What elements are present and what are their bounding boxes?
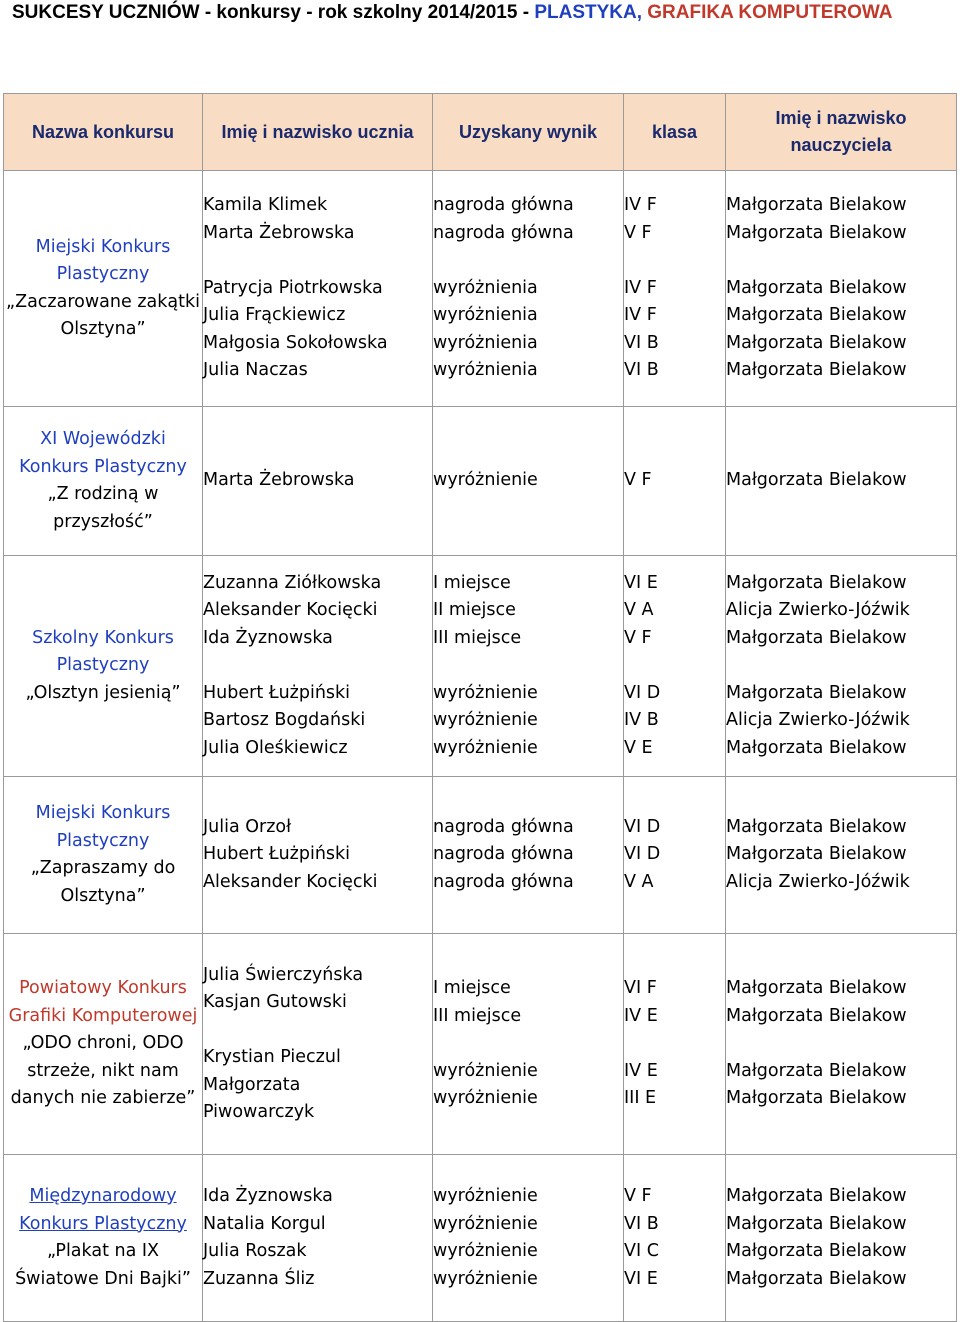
class-cell: IV F V F IV F IV F VI B VI B — [624, 171, 726, 407]
contest-cell — [4, 407, 203, 556]
contest-title: „Zaczarowane zakątki Olsztyna” — [6, 291, 200, 339]
class-cell: V F — [624, 407, 726, 556]
table-row — [4, 171, 957, 407]
teacher-cell: Małgorzata Bielakow Alicja Zwierko-Jóźwik Małgorzata Bielakow Małgorzata Bielakow Alicja Zwierko-Jóźwik Małgorzata Bielakow — [726, 556, 957, 777]
class-cell: V F VI B VI C VI E — [624, 1155, 726, 1322]
header-student: Imię i nazwisko ucznia — [203, 94, 433, 171]
page-title-plastyka: PLASTYKA, — [534, 2, 648, 23]
contest-cell — [4, 777, 203, 934]
contest-name: XI Wojewódzki Konkurs Plastyczny — [19, 429, 187, 477]
header-result: Uzyskany wynik — [433, 94, 624, 171]
teacher-cell: Małgorzata Bielakow Małgorzata Bielakow Alicja Zwierko-Jóźwik — [726, 777, 957, 934]
class-cell: VI E V A V F VI D IV B V E — [624, 556, 726, 777]
contest-title: „Z rodziną w przyszłość” — [47, 484, 159, 532]
header-contest: Nazwa konkursu — [4, 94, 203, 171]
results-table — [3, 93, 957, 1322]
teacher-cell: Małgorzata Bielakow Małgorzata Bielakow Małgorzata Bielakow Małgorzata Bielakow — [726, 934, 957, 1155]
header-teacher: Imię i nazwisko nauczyciela — [726, 94, 957, 171]
table-row — [4, 934, 957, 1155]
students-cell: Kamila Klimek Marta Żebrowska Patrycja Piotrkowska Julia Frąckiewicz Małgosia Sokołowska Julia Naczas — [203, 171, 433, 407]
page-title-main: SUKCESY UCZNIÓW - konkursy - rok szkolny 2014/2015 - — [12, 2, 535, 23]
contest-cell — [4, 934, 203, 1155]
contest-title: „Plakat na IX Światowe Dni Bajki” — [15, 1241, 191, 1289]
page-title — [12, 0, 893, 28]
table-row — [4, 407, 957, 556]
results-cell: I miejsce II miejsce III miejsce wyróżnienie wyróżnienie wyróżnienie — [433, 556, 624, 777]
table-row — [4, 777, 957, 934]
students-cell: Ida Żyznowska Natalia Korgul Julia Roszak Zuzanna Śliz — [203, 1155, 433, 1322]
results-cell: nagroda główna nagroda główna wyróżnienia wyróżnienia wyróżnienia wyróżnienia — [433, 171, 624, 407]
contest-name: Miejski Konkurs Plastyczny — [35, 803, 171, 851]
results-cell: I miejsce III miejsce wyróżnienie wyróżnienie — [433, 934, 624, 1155]
class-cell: VI F IV E IV E III E — [624, 934, 726, 1155]
page-title-grafika: GRAFIKA KOMPUTEROWA — [647, 2, 893, 23]
header-class: klasa — [624, 94, 726, 171]
students-cell: Zuzanna Ziółkowska Aleksander Kocięcki Ida Żyznowska Hubert Łużpiński Bartosz Bogdański Julia Oleśkiewicz — [203, 556, 433, 777]
table-row — [4, 556, 957, 777]
contest-name: Międzynarodowy Konkurs Plastyczny — [19, 1186, 187, 1234]
students-cell: Marta Żebrowska — [203, 407, 433, 556]
contest-title: „Olsztyn jesienią” — [25, 682, 181, 703]
students-cell: Julia Orzoł Hubert Łużpiński Aleksander Kocięcki — [203, 777, 433, 934]
contest-title: „Zapraszamy do Olsztyna” — [30, 858, 176, 906]
contest-cell — [4, 1155, 203, 1322]
teacher-cell: Małgorzata Bielakow Małgorzata Bielakow Małgorzata Bielakow Małgorzata Bielakow Małgorzata Bielakow Małgorzata Bielakow — [726, 171, 957, 407]
contest-name: Miejski Konkurs Plastyczny — [35, 236, 171, 284]
results-cell: wyróżnienie — [433, 407, 624, 556]
students-cell: Julia Świerczyńska Kasjan Gutowski Krystian Pieczul Małgorzata Piwowarczyk — [203, 934, 433, 1155]
results-cell: nagroda główna nagroda główna nagroda główna — [433, 777, 624, 934]
table-row — [4, 1155, 957, 1322]
contest-cell — [4, 556, 203, 777]
teacher-cell: Małgorzata Bielakow — [726, 407, 957, 556]
contest-name: Szkolny Konkurs Plastyczny — [32, 627, 174, 676]
results-cell: wyróżnienie wyróżnienie wyróżnienie wyróżnienie — [433, 1155, 624, 1322]
contest-cell — [4, 171, 203, 407]
teacher-cell: Małgorzata Bielakow Małgorzata Bielakow Małgorzata Bielakow Małgorzata Bielakow — [726, 1155, 957, 1322]
contest-title: „ODO chroni, ODO strzeże, nikt nam danych nie zabierze” — [10, 1033, 196, 1109]
class-cell: VI D VI D V A — [624, 777, 726, 934]
header-row — [4, 94, 957, 171]
contest-name: Powiatowy Konkurs Grafiki Komputerowej — [8, 978, 198, 1026]
